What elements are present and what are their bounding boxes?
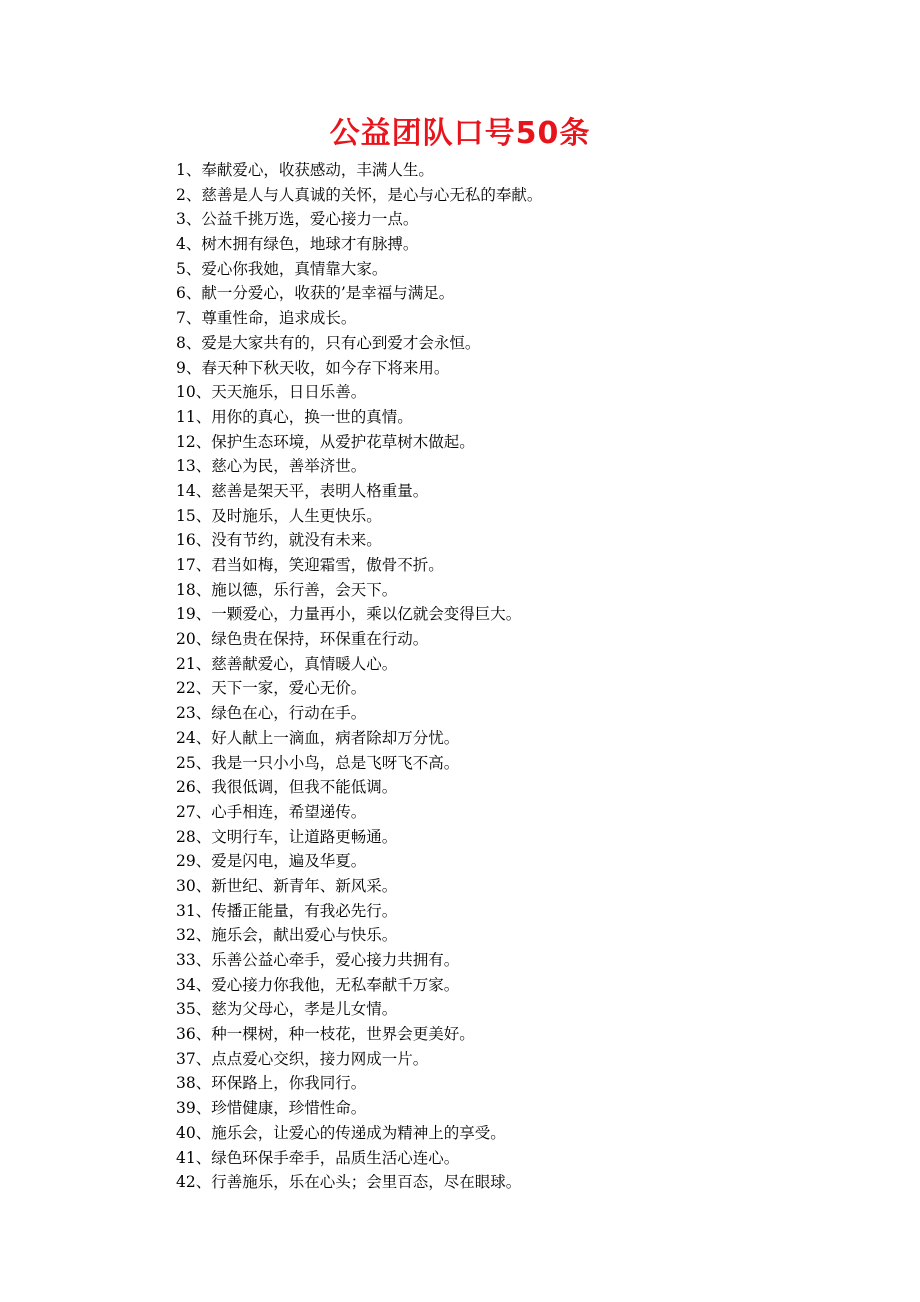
slogan-item: 13、慈心为民，善举济世。 bbox=[176, 457, 367, 476]
slogan-item: 1、奉献爱心，收获感动，丰满人生。 bbox=[176, 161, 434, 179]
slogan-item: 26、我很低调，但我不能低调。 bbox=[176, 778, 398, 797]
slogan-item: 21、慈善献爱心，真情暖人心。 bbox=[176, 654, 398, 673]
slogan-item: 17、君当如梅，笑迎霜雪，傲骨不折。 bbox=[176, 556, 444, 574]
slogan-item: 5、爱心你我她，真情靠大家。 bbox=[176, 259, 388, 278]
slogan-item: 28、文明行车，让道路更畅通。 bbox=[176, 827, 398, 846]
slogan-item: 2、慈善是人与人真诚的关怀，是心与心无私的奉献。 bbox=[176, 185, 543, 204]
slogan-item: 31、传播正能量，有我必先行。 bbox=[176, 901, 398, 920]
slogan-item: 7、尊重性命，追求成长。 bbox=[176, 309, 357, 328]
slogan-item: 34、爱心接力你我他，无私奉献千万家。 bbox=[176, 975, 460, 994]
slogan-item: 36、种一棵树，种一枝花，世界会更美好。 bbox=[176, 1025, 475, 1044]
slogan-item: 41、绿色环保手牵手，品质生活心连心。 bbox=[176, 1148, 460, 1167]
slogan-item: 6、献一分爱心，收获的’是幸福与满足。 bbox=[176, 284, 455, 303]
slogan-item: 33、乐善公益心牵手，爱心接力共拥有。 bbox=[176, 951, 460, 969]
slogan-item: 14、慈善是架天平，表明人格重量。 bbox=[176, 481, 429, 500]
slogan-item: 23、绿色在心，行动在手。 bbox=[176, 704, 367, 723]
slogan-item: 29、爱是闪电，遍及华夏。 bbox=[176, 852, 367, 871]
slogan-item: 15、及时施乐，人生更快乐。 bbox=[176, 506, 382, 525]
slogan-item: 24、好人献上一滴血，病者除却万分忧。 bbox=[176, 728, 460, 747]
slogan-item: 4、树木拥有绿色，地球才有脉搏。 bbox=[176, 235, 419, 254]
slogan-item: 3、公益千挑万选，爱心接力一点。 bbox=[176, 210, 419, 229]
slogan-list bbox=[176, 158, 876, 1195]
slogan-item: 27、心手相连，希望递传。 bbox=[176, 802, 367, 821]
slogan-item: 39、珍惜健康，珍惜性命。 bbox=[176, 1099, 367, 1118]
slogan-item: 30、新世纪、新青年、新风采。 bbox=[176, 876, 398, 895]
slogan-item: 11、用你的真心，换一世的真情。 bbox=[176, 407, 413, 426]
slogan-item: 37、点点爱心交织，接力网成一片。 bbox=[176, 1049, 429, 1068]
slogan-item: 19、一颗爱心，力量再小，乘以亿就会变得巨大。 bbox=[176, 605, 522, 624]
slogan-item: 8、爱是大家共有的，只有心到爱才会永恒。 bbox=[176, 333, 481, 352]
slogan-item: 10、天天施乐，日日乐善。 bbox=[176, 383, 367, 402]
slogan-item: 20、绿色贵在保持，环保重在行动。 bbox=[176, 630, 429, 649]
slogan-item: 16、没有节约，就没有未来。 bbox=[176, 531, 382, 550]
slogan-item: 42、行善施乐，乐在心头；会里百态，尽在眼球。 bbox=[176, 1173, 522, 1192]
slogan-item: 18、施以德，乐行善，会天下。 bbox=[176, 580, 398, 599]
slogan-item: 38、环保路上，你我同行。 bbox=[176, 1074, 367, 1093]
slogan-item: 12、保护生态环境，从爱护花草树木做起。 bbox=[176, 432, 475, 451]
slogan-item: 40、施乐会，让爱心的传递成为精神上的享受。 bbox=[176, 1123, 506, 1142]
slogan-item: 22、天下一家，爱心无价。 bbox=[176, 679, 367, 698]
slogan-item: 35、慈为父母心，孝是儿女情。 bbox=[176, 1000, 398, 1019]
slogan-item: 25、我是一只小小鸟，总是飞呀飞不高。 bbox=[176, 753, 460, 772]
slogan-item: 32、施乐会，献出爱心与快乐。 bbox=[176, 926, 398, 945]
page-title: 公益团队口号50条 bbox=[329, 116, 591, 151]
slogan-item: 9、春天种下秋天收，如今存下将来用。 bbox=[176, 358, 450, 377]
